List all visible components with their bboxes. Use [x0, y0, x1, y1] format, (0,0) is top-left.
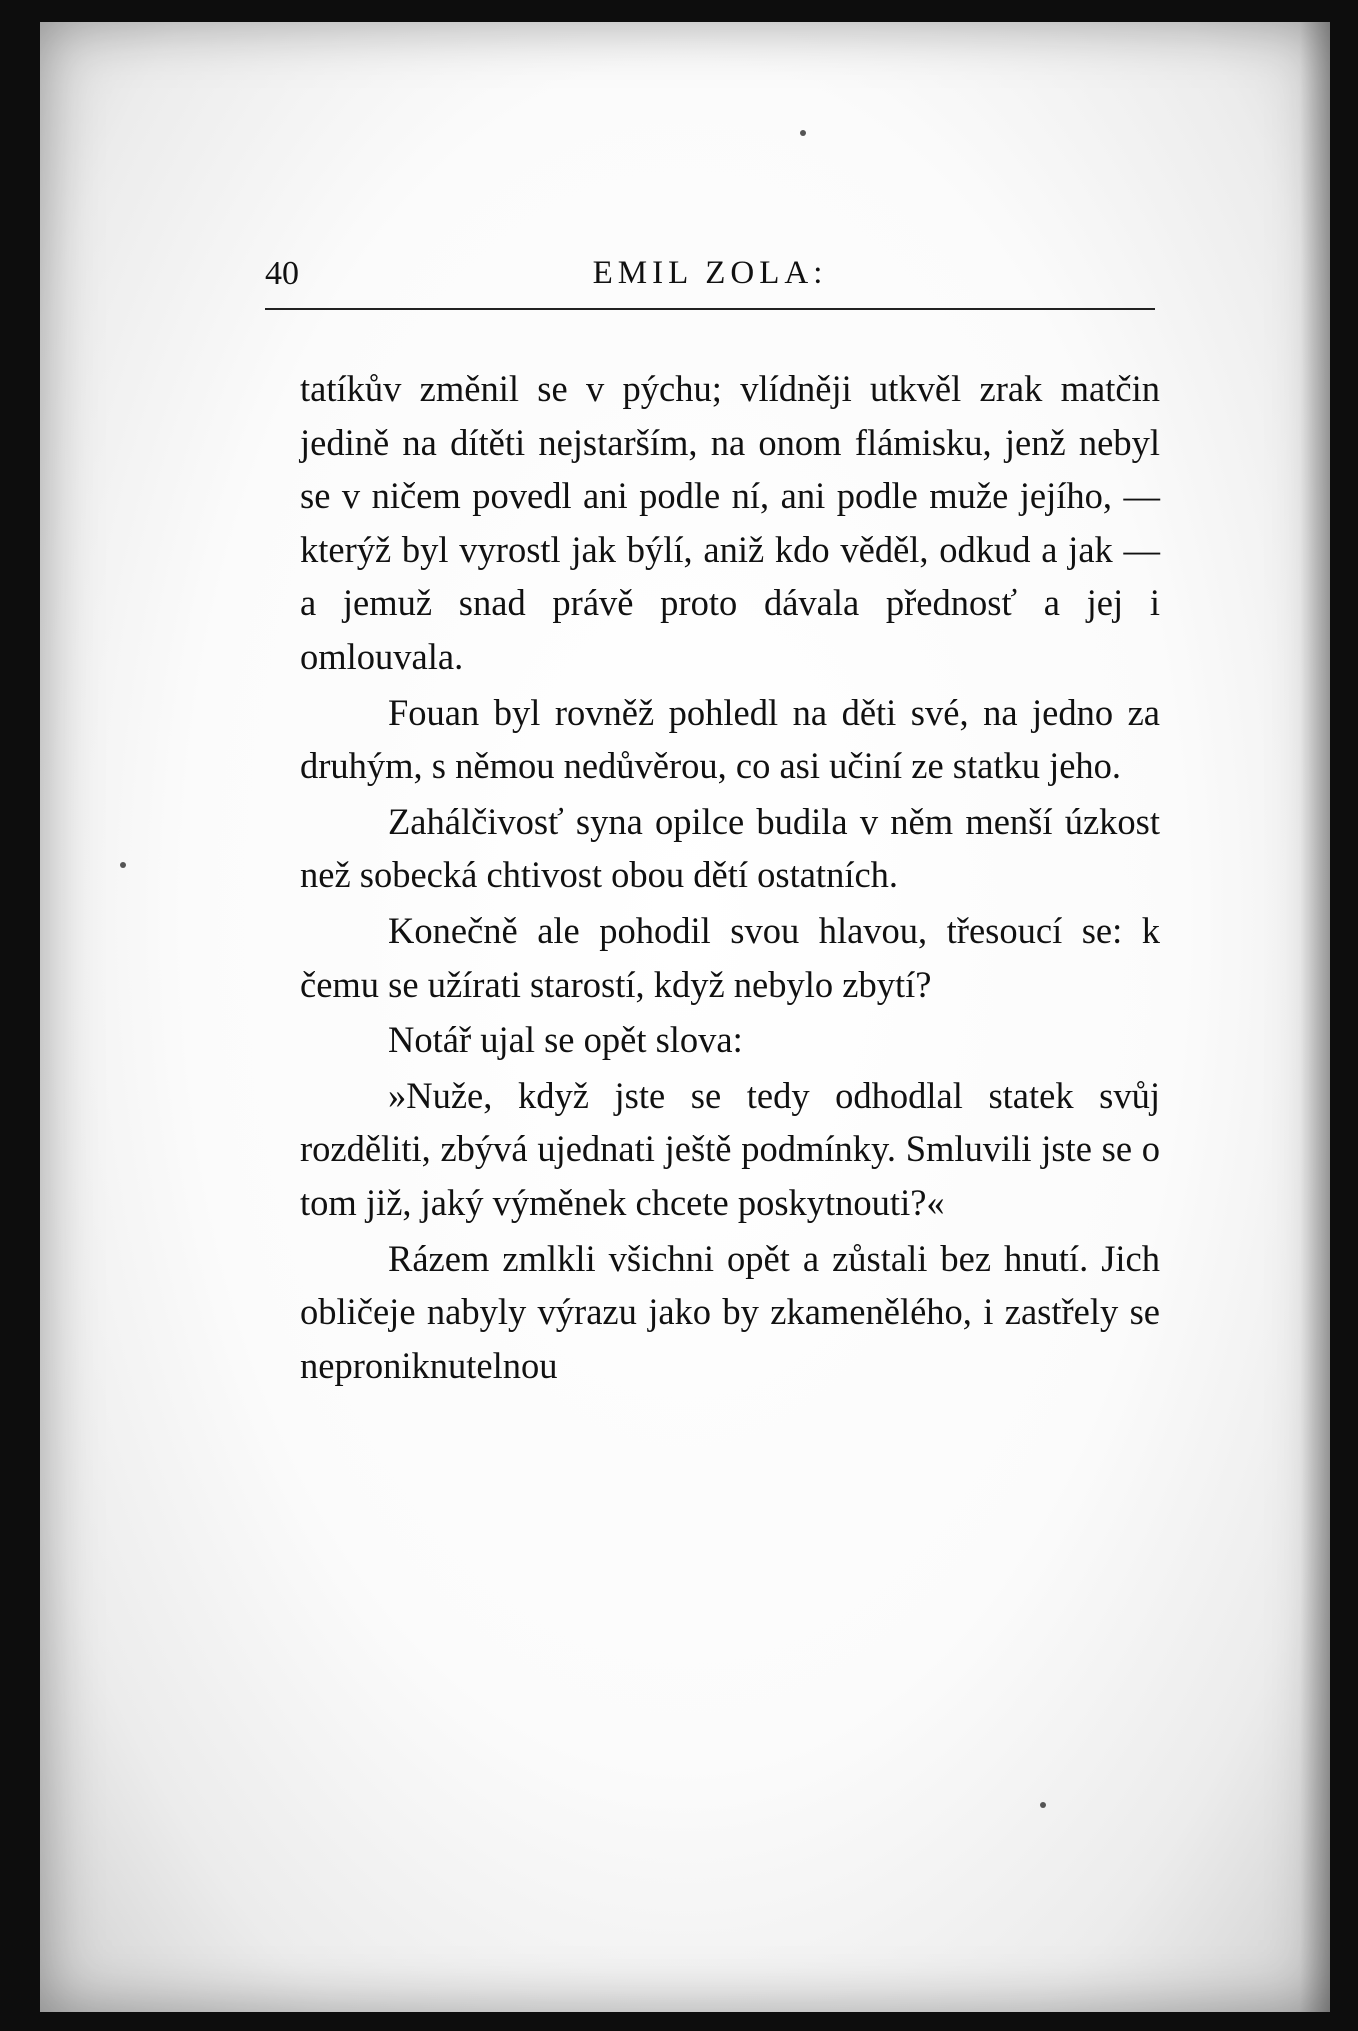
- paragraph: Zahálčivosť syna opilce budila v něm menší úzkost než sobecká chtivost obou dětí ostatních.: [300, 800, 1160, 896]
- running-head: EMIL ZOLA:: [592, 255, 828, 291]
- paragraph: Konečně ale pohodil svou hlavou, třesoucí se: k čemu se užírati starostí, když nebylo zbytí?: [300, 909, 1160, 1005]
- scan-speck: [120, 862, 126, 868]
- header-rule: [265, 308, 1155, 310]
- paragraph: Fouan byl rovněž pohledl na děti své, na jedno za druhým, s němou nedůvěrou, co asi učiní ze statku jeho.: [300, 691, 1160, 787]
- body-text: [300, 362, 1160, 1394]
- page-header: [265, 255, 1155, 305]
- paragraph: Notář ujal se opět slova:: [388, 1019, 743, 1061]
- paragraph-continued: tatíkův změnil se v pýchu; vlídněji utkvěl zrak matčin jedině na dítěti nejstarším, na onom flámisku, jenž nebyl se v ničem povedl ani podle ní, ani podle muže jejího, — kterýž byl vyrostl jak býlí, aniž kdo věděl, odkud a jak — a jemuž snad právě proto dávala přednosť a jej i omlouvala.: [300, 368, 1160, 677]
- scan-speck: [1040, 1802, 1046, 1808]
- paragraph: »Nuže, když jste se tedy odhodlal statek svůj rozděliti, zbývá ujednati ještě podmínky. Smluvili jste se o tom již, jaký výměnek chcete poskytnouti?«: [300, 1074, 1160, 1223]
- paragraph: Rázem zmlkli všichni opět a zůstali bez hnutí. Jich obličeje nabyly výrazu jako by zkamenělého, i zastřely se neproniknutelnou: [300, 1237, 1160, 1386]
- scan-speck: [800, 130, 806, 136]
- page-number: 40: [265, 255, 299, 292]
